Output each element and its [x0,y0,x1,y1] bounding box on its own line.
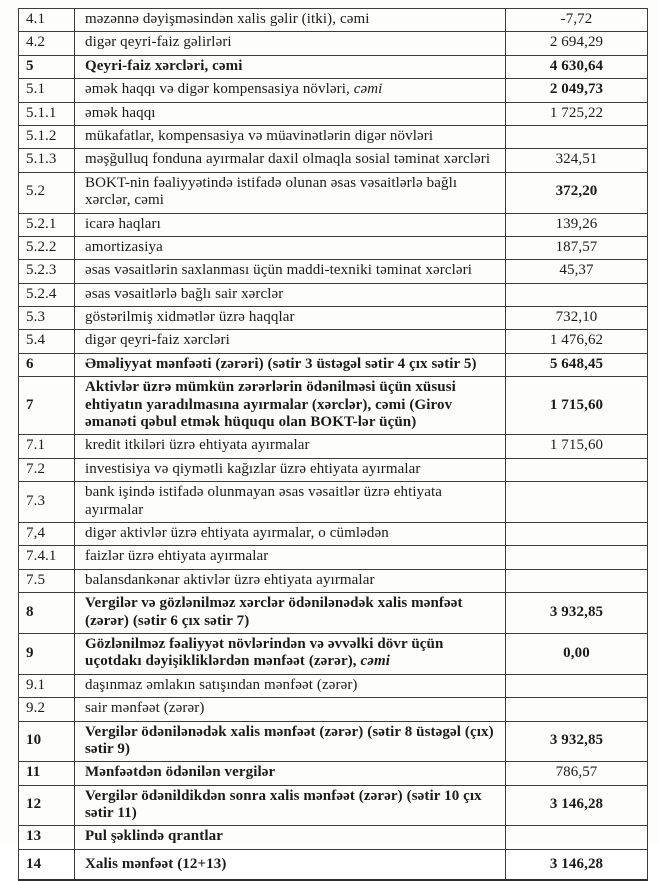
row-label-cell [75,633,506,674]
row-label-text: Vergilər ödənilənədək xalis mənfəət (zərər) (sətir 8 üstəgəl (çıx) sətir 9) [85,723,494,757]
row-label-cell [75,236,506,259]
row-label-cell [75,213,506,236]
row-label-cell [75,283,506,306]
row-number-cell: 5.2.2 [19,236,75,259]
row-number-cell: 7.3 [19,482,75,523]
row-label-cell [75,546,506,569]
table-row [19,633,648,674]
table-row [19,721,648,762]
row-label-cell [75,721,506,762]
table-row [19,698,648,721]
row-value-cell: 3 146,28 [506,785,648,826]
row-label-text: məzənnə dəyişməsindən xalis gəlir (itki), cəmi [85,11,370,27]
row-value-cell [506,546,648,569]
row-number-cell: 7,4 [19,522,75,545]
row-label-text: Pul şəklində qrantlar [85,828,223,845]
table-row [19,32,648,55]
row-label-cell [75,698,506,721]
row-number-cell: 7.4.1 [19,546,75,569]
row-value-cell [506,125,648,148]
row-value-cell: 3 932,85 [506,593,648,634]
row-label-cell [75,762,506,785]
table-row [19,353,648,376]
report-table-body [19,9,648,881]
table-row [19,79,648,102]
row-value-cell: 3 932,85 [506,721,648,762]
row-label-cell [75,125,506,148]
row-label-text: göstərilmiş xidmətlər üzrə haqqlar [85,309,295,326]
row-number-cell: 8 [19,593,75,634]
row-label-cell [75,849,506,880]
row-value-cell: 1 725,22 [506,102,648,125]
row-label-cell [75,353,506,376]
row-value-cell: 732,10 [506,307,648,330]
table-row [19,377,648,435]
row-number-cell: 9.2 [19,698,75,721]
row-label-emphasis: cəmi [353,81,383,98]
row-label-text: digər aktivlər üzrə ehtiyata ayırmalar, o cümlədən [85,524,389,541]
row-number-cell: 7.5 [19,569,75,592]
row-number-cell: 5.3 [19,307,75,330]
row-label-text: digər qeyri-faiz gəlirləri [85,34,232,51]
row-value-cell [506,569,648,592]
table-row [19,593,648,634]
row-number-cell: 5.2.4 [19,283,75,306]
row-label-text: faizlər üzrə ehtiyata ayırmalar [85,548,269,565]
row-value-cell [506,283,648,306]
row-value-cell [506,458,648,481]
table-row [19,674,648,697]
row-value-cell: -7,72 [506,9,648,32]
row-label-text: digər qeyri-faiz xərcləri [85,332,230,349]
row-label-cell [75,79,506,102]
row-number-cell: 5.1.3 [19,149,75,172]
row-label-text: əsas vəsaitlərin saxlanması üçün maddi-texniki təminat xərcləri [85,262,473,279]
row-value-cell: 1 715,60 [506,435,648,458]
row-label-text: Aktivlər üzrə mümkün zərərlərin ödənilməsi üçün xüsusi ehtiyatın yaradılmasına ayırmalar (xərclər), cəmi (Girov əmanəti qəbul etmək hüququ olan BOKT-lər üçün) [85,379,456,431]
row-label-text: Əməliyyat mənfəəti (zərəri) (sətir 3 üstəgəl sətir 4 çıx sətir 5) [85,355,477,372]
row-label-cell [75,102,506,125]
row-value-cell: 4 630,64 [506,55,648,78]
row-label-cell [75,522,506,545]
row-label-text: balansdankənar aktivlər üzrə ehtiyata ayırmalar [85,571,375,588]
row-value-cell: 372,20 [506,172,648,213]
table-row [19,283,648,306]
row-label-emphasis: cəmi [360,653,391,670]
table-row [19,102,648,125]
table-row [19,546,648,569]
table-row [19,785,648,826]
row-number-cell: 10 [19,721,75,762]
table-row [19,482,648,523]
table-row [19,307,648,330]
row-number-cell: 5.2.1 [19,213,75,236]
row-value-cell: 2 694,29 [506,32,648,55]
row-value-cell: 0,00 [506,633,648,674]
row-label-text: əsas vəsaitlərlə bağlı sair xərclər [85,285,284,302]
row-label-text: amortizasiya [85,238,163,255]
financial-report-table [18,8,648,881]
table-row [19,260,648,283]
row-number-cell: 5.2 [19,172,75,213]
row-number-cell: 4.2 [19,32,75,55]
row-label-text: daşınmaz əmlakın satışından mənfəət (zərər) [85,676,358,693]
row-number-cell: 5.1.2 [19,125,75,148]
row-label-cell [75,482,506,523]
row-value-cell: 1 715,60 [506,377,648,435]
row-label-text: sair mənfəət (zərər) [85,700,205,717]
row-value-cell: 5 648,45 [506,353,648,376]
row-label-cell [75,569,506,592]
row-value-cell: 187,57 [506,236,648,259]
table-row [19,330,648,353]
table-row [19,849,648,880]
row-value-cell [506,826,648,849]
row-number-cell: 7.1 [19,435,75,458]
table-row [19,569,648,592]
row-number-cell: 12 [19,785,75,826]
row-label-text: əmək haqqı və digər kompensasiya növləri, [85,81,350,98]
row-number-cell: 6 [19,353,75,376]
row-value-cell: 45,37 [506,260,648,283]
row-value-cell: 786,57 [506,762,648,785]
row-value-cell [506,522,648,545]
row-label-cell [75,9,506,32]
row-value-cell [506,482,648,523]
row-label-text: kredit itkiləri üzrə ehtiyata ayırmalar [85,437,310,454]
row-label-cell [75,149,506,172]
row-value-cell: 1 476,62 [506,330,648,353]
row-number-cell: 7.2 [19,458,75,481]
row-label-cell [75,458,506,481]
table-row [19,458,648,481]
table-row [19,9,648,32]
row-label-cell [75,307,506,330]
row-label-text: icarə haqları [85,215,161,232]
row-label-cell [75,435,506,458]
table-row [19,213,648,236]
row-label-cell [75,377,506,435]
table-row [19,149,648,172]
row-label-text: investisiya və qiymətli kağızlar üzrə ehtiyata ayırmalar [85,460,421,477]
table-row [19,762,648,785]
row-value-cell: 139,26 [506,213,648,236]
row-value-cell: 324,51 [506,149,648,172]
row-label-cell [75,785,506,826]
row-label-text: Vergilər və gözlənilməz xərclər ödənilənədək xalis mənfəət (zərər) (sətir 6 çıx sətir 7) [85,595,463,629]
table-row [19,435,648,458]
row-number-cell: 5.2.3 [19,260,75,283]
row-label-cell [75,260,506,283]
row-label-cell [75,826,506,849]
row-label-cell [75,593,506,634]
row-label-cell [75,674,506,697]
row-number-cell: 14 [19,849,75,880]
row-label-text: Gözlənilməz fəaliyyət növlərindən və əvvəlki dövr üçün uçotdakı dəyişikliklərdən mənfəət (zərər), [85,635,444,670]
table-row [19,172,648,213]
row-number-cell: 5.1.1 [19,102,75,125]
row-number-cell: 4.1 [19,9,75,32]
row-label-text: Vergilər ödənildikdən sonra xalis mənfəət (zərər) (sətir 10 çıx sətir 11) [85,787,482,822]
row-label-text: Qeyri-faiz xərcləri, cəmi [85,57,243,74]
row-label-text: Xalis mənfəət (12+13) [85,855,227,872]
table-row [19,236,648,259]
row-number-cell: 5 [19,55,75,78]
row-number-cell: 5.1 [19,79,75,102]
row-value-cell: 3 146,28 [506,849,648,880]
row-value-cell [506,674,648,697]
row-label-cell [75,55,506,78]
row-number-cell: 7 [19,377,75,435]
row-label-text: bank işində istifadə olunmayan əsas vəsaitlər üzrə ehtiyata ayırmalar [85,484,443,518]
row-label-text: BOKT-nin fəaliyyətində istifadə olunan əsas vəsaitlərlə bağlı xərclər, cəmi [85,174,458,209]
row-value-cell: 2 049,73 [506,79,648,102]
row-number-cell: 13 [19,826,75,849]
row-label-text: məşğulluq fonduna ayırmalar daxil olmaqla sosial təminat xərcləri [85,151,491,168]
table-row [19,125,648,148]
row-number-cell: 5.4 [19,330,75,353]
row-label-cell [75,32,506,55]
row-label-text: mükafatlar, kompensasiya və müavinətlərin digər növləri [85,127,434,144]
row-number-cell: 9.1 [19,674,75,697]
table-row [19,826,648,849]
row-number-cell: 11 [19,762,75,785]
row-label-cell [75,330,506,353]
row-label-text: Mənfəətdən ödənilən vergilər [85,764,276,781]
table-row [19,55,648,78]
table-row [19,522,648,545]
row-number-cell: 9 [19,633,75,674]
row-value-cell [506,698,648,721]
row-label-cell [75,172,506,213]
row-label-text: əmək haqqı [85,104,156,121]
